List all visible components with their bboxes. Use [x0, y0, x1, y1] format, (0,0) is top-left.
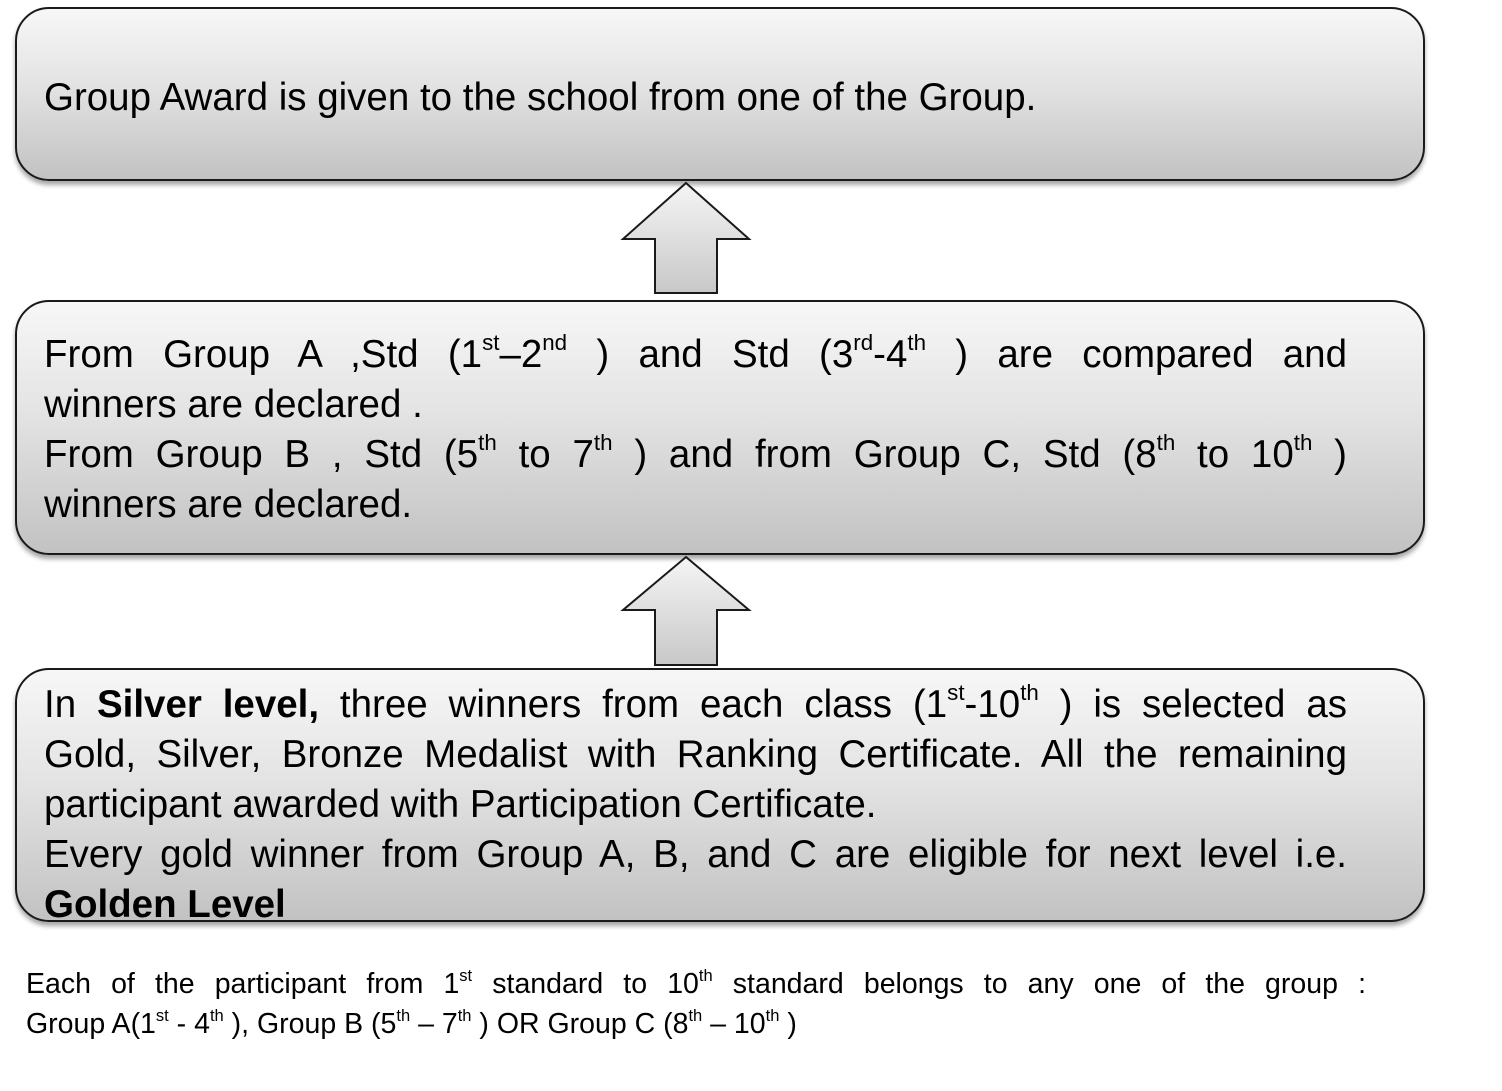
- silver-level-line-2: Gold, Silver, Bronze Medalist with Ranking Certificate. All the remaining: [44, 733, 1347, 776]
- silver-level-line-3: participant awarded with Participation Certificate.: [44, 783, 877, 826]
- group-award-box: [15, 7, 1425, 181]
- silver-level-label: Silver level,: [96, 683, 320, 726]
- footnote-line-2: Group A(1st - 4th ), Group B (5th – 7th ) OR Group C (8th – 10th ): [26, 1005, 797, 1040]
- group-award-text: Group Award is given to the school from one of the Group.: [44, 76, 1037, 119]
- silver-level-line-1: In Silver level, three winners from each class (1st-10th ) is selected as: [44, 680, 1347, 726]
- group-bc-continuation: winners are declared.: [44, 483, 413, 526]
- silver-level-text-block: [44, 680, 1347, 930]
- up-arrow-icon: [620, 555, 752, 669]
- group-bc-line: From Group B , Std (5th to 7th ) and from Group C, Std (8th to 10th ): [44, 430, 1347, 476]
- group-a-continuation: winners are declared .: [44, 383, 423, 426]
- group-award-text-block: [44, 73, 1347, 123]
- group-winners-box: [15, 300, 1425, 555]
- silver-level-line-4: Every gold winner from Group A, B, and C are eligible for next level i.e.: [44, 833, 1347, 876]
- silver-level-box: [15, 668, 1425, 926]
- footnote-line-1: Each of the participant from 1st standard to 10th standard belongs to any one of the group :: [26, 965, 1366, 1000]
- group-a-line: From Group A ,Std (1st–2nd ) and Std (3rd-4th ) are compared and: [44, 330, 1347, 376]
- group-winners-text-block: [44, 330, 1347, 530]
- golden-level-label: Golden Level: [44, 883, 286, 926]
- group-footnote: [26, 964, 1366, 1044]
- up-arrow-icon: [620, 181, 752, 295]
